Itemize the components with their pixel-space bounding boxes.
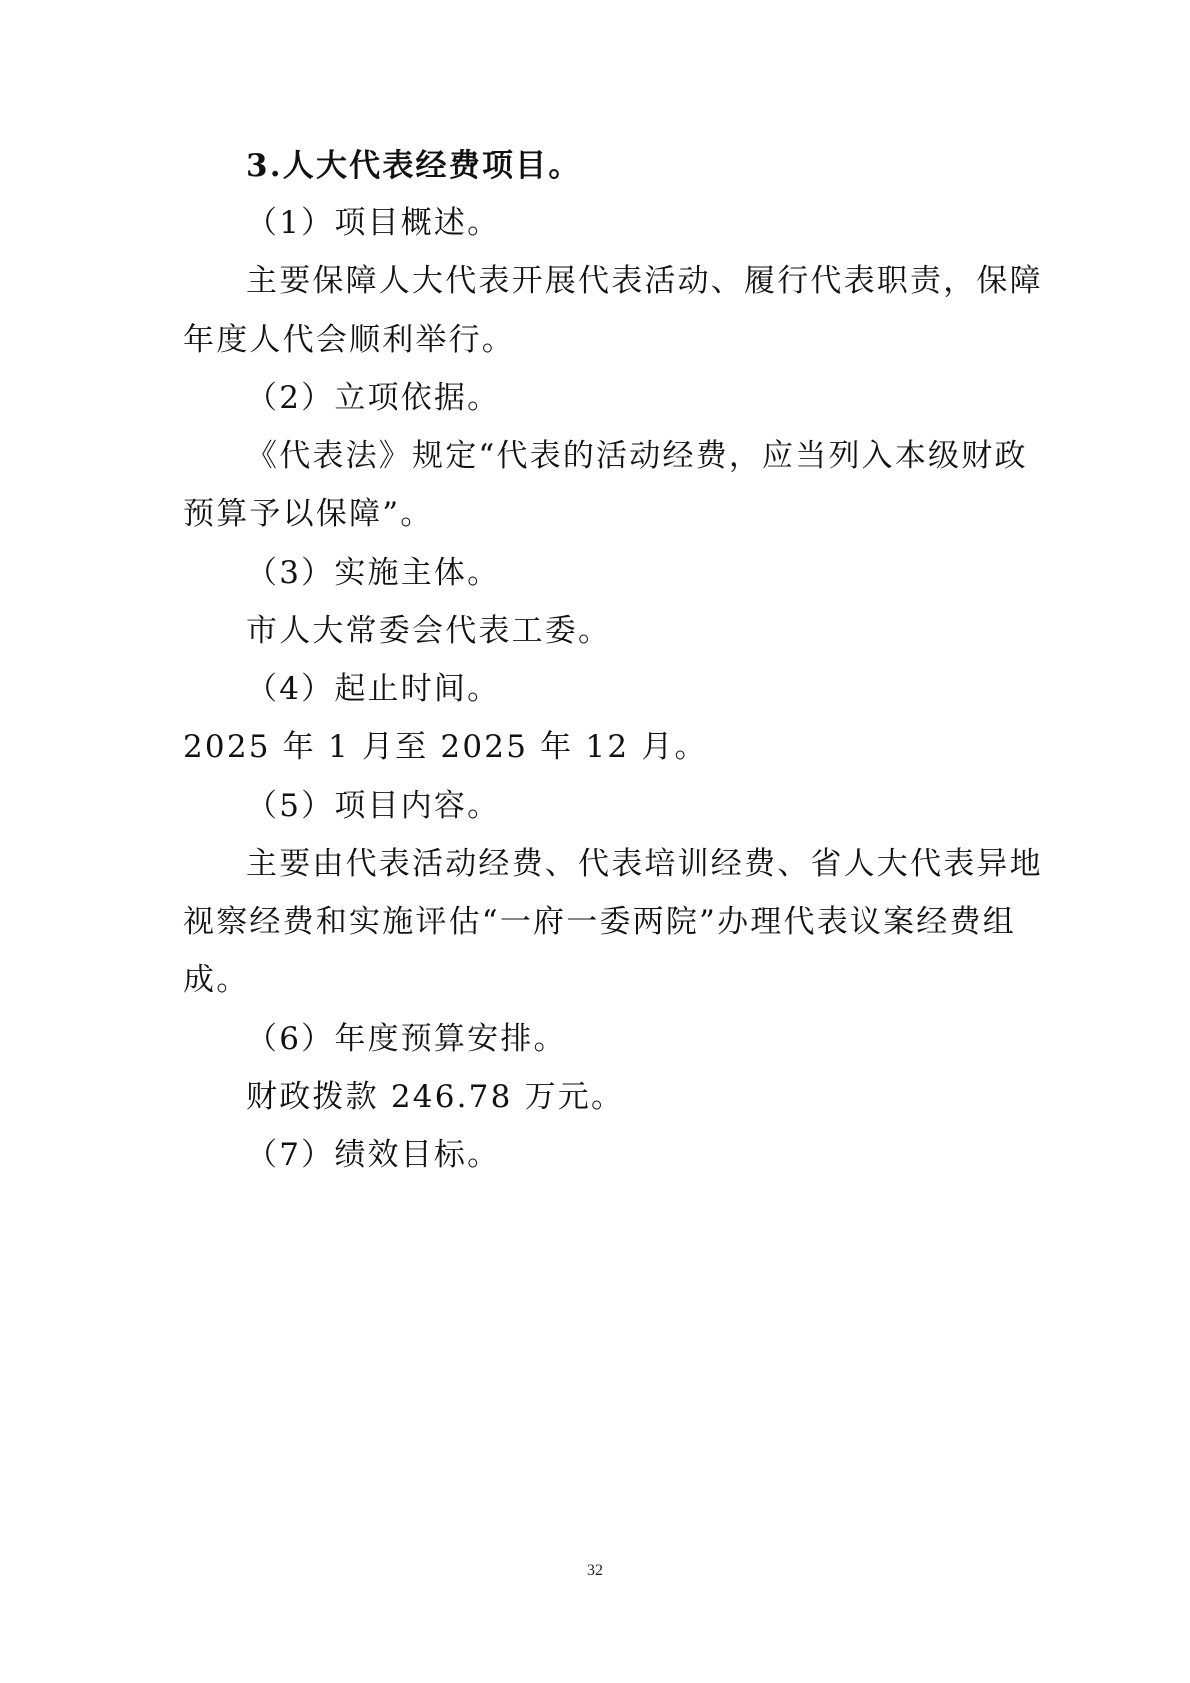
paragraph-overview-line: 年度人代会顺利举行。 xyxy=(183,322,515,358)
paragraph-content-line: 主要由代表活动经费、代表培训经费、省人大代表异地 xyxy=(246,846,1043,882)
section-heading: 3.人大代表经费项目。 xyxy=(246,148,582,184)
paragraph-executor: 市人大常委会代表工委。 xyxy=(246,613,612,649)
subsection-title-basis: （2）立项依据。 xyxy=(246,380,501,416)
paragraph-content-line: 成。 xyxy=(183,962,250,998)
subsection-title-period: （4）起止时间。 xyxy=(246,671,501,707)
paragraph-period: 2025 年 1 月至 2025 年 12 月。 xyxy=(183,729,708,765)
paragraph-basis-line: 《代表法》规定“代表的活动经费，应当列入本级财政 xyxy=(246,438,1028,474)
paragraph-basis-line: 预算予以保障”。 xyxy=(183,496,434,532)
subsection-title-budget: （6）年度预算安排。 xyxy=(246,1021,567,1057)
paragraph-overview-line: 主要保障人大代表开展代表活动、履行代表职责，保障 xyxy=(246,263,1043,299)
paragraph-budget: 财政拨款 246.78 万元。 xyxy=(246,1079,625,1115)
subsection-title-content: （5）项目内容。 xyxy=(246,788,501,824)
subsection-title-goals: （7）绩效目标。 xyxy=(246,1137,501,1173)
subsection-title-overview: （1）项目概述。 xyxy=(246,205,501,241)
page-number: 32 xyxy=(587,1562,603,1579)
subsection-title-executor: （3）实施主体。 xyxy=(246,555,501,591)
paragraph-content-line: 视察经费和实施评估“一府一委两院”办理代表议案经费组 xyxy=(183,904,1016,940)
